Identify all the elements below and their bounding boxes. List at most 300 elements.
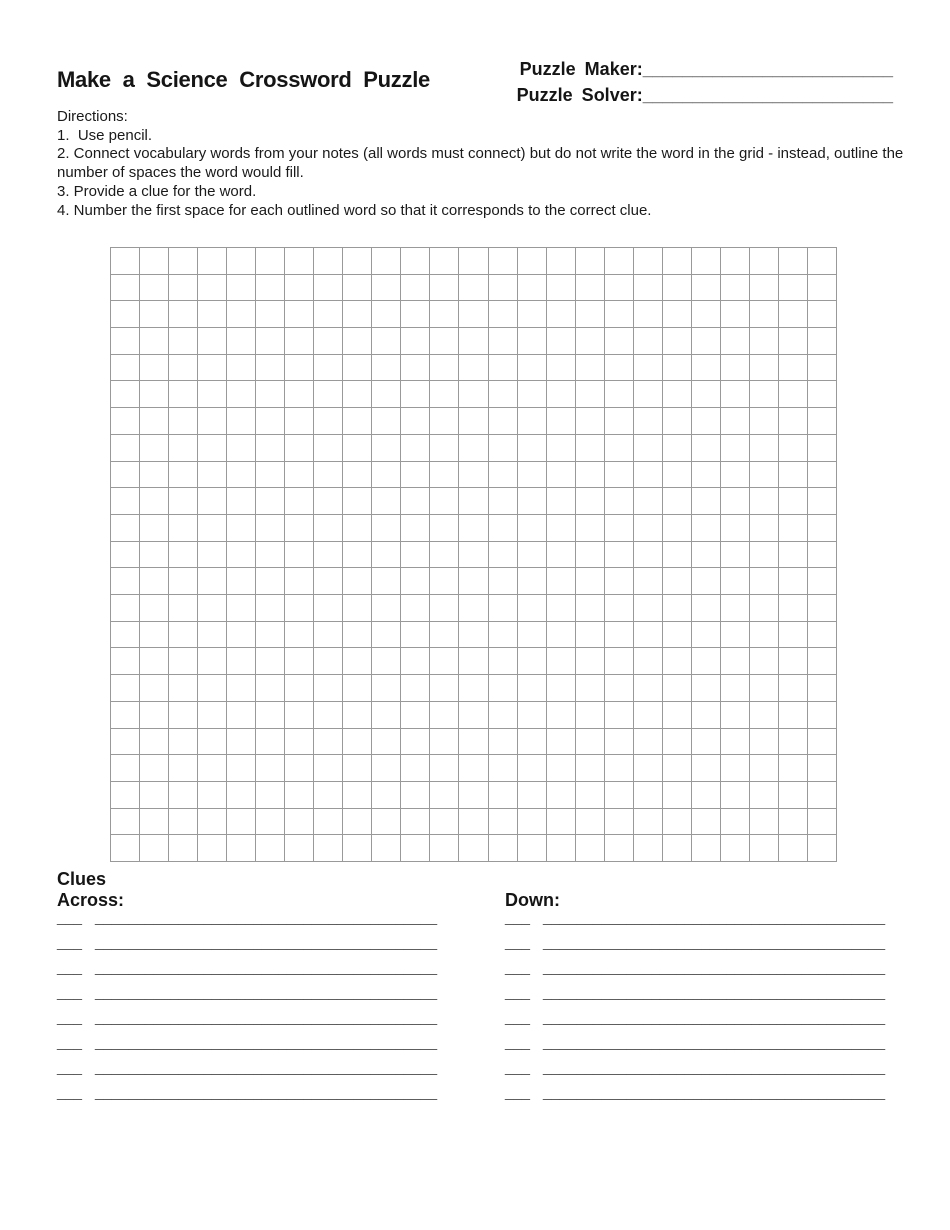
grid-cell — [111, 275, 140, 302]
grid-cell — [285, 488, 314, 515]
grid-cell — [663, 408, 692, 435]
grid-cell — [518, 408, 547, 435]
grid-cell — [140, 755, 169, 782]
grid-cell — [692, 542, 721, 569]
grid-cell — [372, 435, 401, 462]
grid-cell — [605, 755, 634, 782]
grid-cell — [343, 648, 372, 675]
grid-cell — [285, 729, 314, 756]
grid-cell — [750, 275, 779, 302]
grid-cell — [721, 568, 750, 595]
grid-cell — [372, 782, 401, 809]
grid-cell — [285, 355, 314, 382]
grid-cell — [198, 648, 227, 675]
grid-cell — [547, 595, 576, 622]
grid-cell — [634, 755, 663, 782]
grid-cell — [198, 328, 227, 355]
across-clue-lines — [57, 905, 437, 1105]
grid-cell — [256, 568, 285, 595]
down-clue-line — [505, 1055, 885, 1080]
grid-cell — [343, 595, 372, 622]
grid-cell — [198, 408, 227, 435]
grid-cell — [605, 542, 634, 569]
grid-cell — [227, 835, 256, 862]
grid-cell — [518, 542, 547, 569]
grid-cell — [198, 595, 227, 622]
grid-cell — [430, 435, 459, 462]
clue-number-blank: ___ — [57, 934, 83, 951]
grid-cell — [111, 328, 140, 355]
clue-text-blank: _________________________________________ — [95, 1059, 438, 1076]
puzzle-maker-label: Puzzle Maker: — [519, 59, 643, 79]
down-heading: Down: — [505, 890, 560, 910]
grid-cell — [198, 835, 227, 862]
grid-cell — [285, 515, 314, 542]
grid-cell — [489, 595, 518, 622]
clue-text-blank: _________________________________________ — [95, 1084, 438, 1101]
grid-cell — [285, 301, 314, 328]
grid-cell — [547, 542, 576, 569]
grid-cell — [605, 462, 634, 489]
direction-item-3: 3. Provide a clue for the word. — [57, 182, 257, 200]
grid-cell — [750, 515, 779, 542]
grid-cell — [808, 462, 837, 489]
grid-cell — [256, 328, 285, 355]
directions-section — [57, 108, 943, 220]
grid-cell — [140, 648, 169, 675]
grid-cell — [227, 435, 256, 462]
grid-cell — [634, 729, 663, 756]
grid-cell — [401, 328, 430, 355]
grid-cell — [343, 435, 372, 462]
grid-cell — [692, 568, 721, 595]
grid-cell — [634, 435, 663, 462]
grid-cell — [605, 488, 634, 515]
grid-cell — [430, 301, 459, 328]
grid-cell — [576, 542, 605, 569]
clue-text-blank: _________________________________________ — [543, 1084, 886, 1101]
grid-cell — [721, 515, 750, 542]
clue-text-blank: _________________________________________ — [95, 959, 438, 976]
grid-cell — [576, 782, 605, 809]
grid-cell — [692, 488, 721, 515]
grid-cell — [169, 648, 198, 675]
grid-cell — [285, 462, 314, 489]
down-clue-line — [505, 1030, 885, 1055]
grid-cell — [489, 328, 518, 355]
grid-cell — [285, 595, 314, 622]
puzzle-solver-blank: _________________________ — [642, 85, 893, 105]
grid-cell — [285, 809, 314, 836]
grid-cell — [808, 488, 837, 515]
grid-cell — [343, 622, 372, 649]
grid-cell — [372, 408, 401, 435]
across-clue-line — [57, 1005, 437, 1030]
grid-cell — [663, 488, 692, 515]
grid-cell — [518, 275, 547, 302]
grid-cell — [459, 675, 488, 702]
grid-cell — [285, 328, 314, 355]
grid-cell — [489, 301, 518, 328]
grid-cell — [111, 435, 140, 462]
clue-text-blank: _________________________________________ — [543, 984, 886, 1001]
grid-cell — [314, 275, 343, 302]
grid-cell — [227, 408, 256, 435]
direction-item-2: 2. Connect vocabulary words from your notes (all words must connect) but do not write the word in the grid - instead, outline the number of spaces the word would fill. — [57, 145, 908, 182]
grid-cell — [605, 408, 634, 435]
grid-cell — [518, 702, 547, 729]
grid-cell — [459, 488, 488, 515]
grid-cell — [256, 488, 285, 515]
grid-cell — [198, 568, 227, 595]
grid-cell — [779, 355, 808, 382]
grid-cell — [634, 408, 663, 435]
clues-heading: Clues — [57, 869, 107, 889]
grid-cell — [401, 595, 430, 622]
grid-cell — [372, 675, 401, 702]
grid-cell — [285, 275, 314, 302]
grid-cell — [343, 782, 372, 809]
grid-cell — [111, 675, 140, 702]
grid-cell — [227, 328, 256, 355]
grid-cell — [140, 622, 169, 649]
grid-cell — [518, 622, 547, 649]
grid-cell — [430, 595, 459, 622]
grid-cell — [227, 782, 256, 809]
grid-cell — [314, 729, 343, 756]
grid-cell — [576, 675, 605, 702]
grid-cell — [518, 568, 547, 595]
grid-cell — [634, 248, 663, 275]
grid-cell — [518, 675, 547, 702]
grid-cell — [605, 515, 634, 542]
grid-cell — [459, 381, 488, 408]
grid-cell — [634, 275, 663, 302]
grid-cell — [489, 488, 518, 515]
grid-cell — [634, 328, 663, 355]
grid-cell — [140, 488, 169, 515]
grid-cell — [372, 809, 401, 836]
grid-cell — [663, 328, 692, 355]
grid-cell — [750, 595, 779, 622]
grid-cell — [692, 729, 721, 756]
grid-cell — [140, 702, 169, 729]
grid-cell — [576, 595, 605, 622]
grid-cell — [779, 835, 808, 862]
grid-cell — [808, 835, 837, 862]
grid-cell — [169, 275, 198, 302]
grid-cell — [256, 515, 285, 542]
grid-cell — [721, 809, 750, 836]
grid-cell — [547, 462, 576, 489]
clue-text-blank: _________________________________________ — [95, 1009, 438, 1026]
grid-cell — [169, 435, 198, 462]
grid-cell — [750, 622, 779, 649]
grid-cell — [808, 648, 837, 675]
puzzle-solver-label: Puzzle Solver: — [516, 85, 643, 105]
grid-cell — [605, 248, 634, 275]
grid-cell — [256, 648, 285, 675]
grid-cell — [111, 702, 140, 729]
grid-cell — [227, 462, 256, 489]
grid-cell — [663, 622, 692, 649]
grid-cell — [576, 809, 605, 836]
grid-cell — [489, 381, 518, 408]
grid-cell — [721, 835, 750, 862]
grid-cell — [518, 782, 547, 809]
grid-cell — [227, 381, 256, 408]
grid-cell — [198, 301, 227, 328]
grid-cell — [198, 381, 227, 408]
grid-cell — [576, 381, 605, 408]
grid-cell — [430, 809, 459, 836]
grid-cell — [343, 275, 372, 302]
grid-cell — [256, 381, 285, 408]
clue-text-blank: _________________________________________ — [543, 959, 886, 976]
grid-cell — [779, 381, 808, 408]
grid-cell — [547, 648, 576, 675]
grid-cell — [808, 355, 837, 382]
puzzle-solver-line — [517, 82, 893, 108]
grid-cell — [663, 542, 692, 569]
grid-cell — [663, 275, 692, 302]
grid-cell — [314, 568, 343, 595]
grid-cell — [750, 462, 779, 489]
grid-cell — [518, 515, 547, 542]
grid-cell — [430, 729, 459, 756]
page-title: Make a Science Crossword Puzzle — [57, 66, 430, 92]
grid-cell — [518, 301, 547, 328]
grid-cell — [314, 835, 343, 862]
grid-cell — [692, 622, 721, 649]
across-clue-line — [57, 980, 437, 1005]
grid-cell — [489, 782, 518, 809]
grid-cell — [459, 515, 488, 542]
grid-cell — [430, 542, 459, 569]
grid-cell — [111, 462, 140, 489]
grid-cell — [256, 248, 285, 275]
grid-cell — [489, 515, 518, 542]
grid-cell — [314, 381, 343, 408]
grid-cell — [372, 328, 401, 355]
grid-cell — [489, 435, 518, 462]
grid-cell — [111, 755, 140, 782]
grid-cell — [808, 381, 837, 408]
grid-cell — [750, 435, 779, 462]
grid-cell — [314, 622, 343, 649]
grid-cell — [489, 462, 518, 489]
grid-cell — [692, 408, 721, 435]
grid-cell — [808, 328, 837, 355]
grid-cell — [140, 568, 169, 595]
grid-cell — [459, 328, 488, 355]
grid-cell — [547, 835, 576, 862]
puzzle-maker-line — [517, 56, 893, 82]
grid-cell — [779, 515, 808, 542]
grid-cell — [401, 408, 430, 435]
crossword-grid — [110, 247, 837, 862]
grid-cell — [111, 515, 140, 542]
grid-cell — [808, 301, 837, 328]
grid-cell — [779, 435, 808, 462]
grid-cell — [314, 515, 343, 542]
grid-cell — [343, 462, 372, 489]
grid-cell — [372, 515, 401, 542]
grid-cell — [663, 595, 692, 622]
grid-cell — [721, 408, 750, 435]
grid-cell — [169, 595, 198, 622]
grid-cell — [111, 355, 140, 382]
grid-cell — [547, 301, 576, 328]
grid-cell — [256, 782, 285, 809]
grid-cell — [401, 702, 430, 729]
grid-cell — [663, 782, 692, 809]
grid-cell — [547, 435, 576, 462]
grid-cell — [198, 702, 227, 729]
grid-cell — [227, 275, 256, 302]
grid-cell — [401, 755, 430, 782]
grid-cell — [808, 622, 837, 649]
grid-cell — [169, 729, 198, 756]
grid-cell — [634, 702, 663, 729]
grid-cell — [576, 702, 605, 729]
grid-cell — [808, 275, 837, 302]
grid-cell — [721, 675, 750, 702]
grid-cell — [343, 835, 372, 862]
grid-cell — [634, 542, 663, 569]
grid-cell — [430, 648, 459, 675]
grid-cell — [111, 729, 140, 756]
grid-cell — [547, 675, 576, 702]
grid-cell — [489, 248, 518, 275]
grid-cell — [372, 702, 401, 729]
grid-cell — [663, 568, 692, 595]
grid-cell — [401, 488, 430, 515]
grid-cell — [372, 835, 401, 862]
grid-cell — [547, 729, 576, 756]
grid-cell — [459, 355, 488, 382]
grid-cell — [459, 568, 488, 595]
clue-number-blank: ___ — [505, 1084, 531, 1101]
grid-cell — [750, 755, 779, 782]
clue-number-blank: ___ — [57, 1034, 83, 1051]
grid-cell — [430, 488, 459, 515]
grid-cell — [808, 702, 837, 729]
grid-cell — [372, 729, 401, 756]
grid-cell — [256, 729, 285, 756]
down-clue-lines — [505, 905, 885, 1105]
grid-cell — [140, 515, 169, 542]
grid-cell — [750, 568, 779, 595]
grid-cell — [343, 248, 372, 275]
grid-cell — [779, 622, 808, 649]
grid-cell — [692, 835, 721, 862]
grid-cell — [256, 755, 285, 782]
grid-cell — [140, 301, 169, 328]
grid-cell — [111, 248, 140, 275]
grid-cell — [692, 328, 721, 355]
grid-cell — [634, 515, 663, 542]
clue-text-blank: _________________________________________ — [543, 909, 886, 926]
grid-cell — [285, 782, 314, 809]
grid-cell — [343, 301, 372, 328]
grid-cell — [576, 622, 605, 649]
grid-cell — [314, 675, 343, 702]
grid-cell — [692, 435, 721, 462]
grid-cell — [314, 355, 343, 382]
grid-cell — [576, 568, 605, 595]
grid-cell — [285, 435, 314, 462]
grid-cell — [459, 408, 488, 435]
grid-cell — [111, 542, 140, 569]
grid-cell — [285, 568, 314, 595]
grid-cell — [459, 835, 488, 862]
grid-cell — [518, 488, 547, 515]
grid-cell — [169, 622, 198, 649]
grid-cell — [779, 782, 808, 809]
grid-cell — [256, 275, 285, 302]
across-clue-line — [57, 930, 437, 955]
grid-cell — [140, 835, 169, 862]
grid-cell — [576, 515, 605, 542]
grid-cell — [547, 622, 576, 649]
grid-cell — [227, 755, 256, 782]
grid-cell — [169, 702, 198, 729]
grid-cell — [256, 809, 285, 836]
grid-cell — [401, 435, 430, 462]
grid-cell — [401, 675, 430, 702]
clue-number-blank: ___ — [57, 1059, 83, 1076]
grid-cell — [459, 782, 488, 809]
grid-cell — [111, 568, 140, 595]
grid-cell — [663, 462, 692, 489]
grid-cell — [227, 301, 256, 328]
grid-cell — [372, 381, 401, 408]
grid-cell — [169, 782, 198, 809]
grid-cell — [401, 809, 430, 836]
grid-cell — [605, 675, 634, 702]
grid-cell — [808, 408, 837, 435]
clue-text-blank: _________________________________________ — [543, 934, 886, 951]
grid-cell — [547, 809, 576, 836]
grid-cell — [169, 568, 198, 595]
grid-cell — [256, 622, 285, 649]
clue-text-blank: _________________________________________ — [95, 934, 438, 951]
grid-cell — [314, 702, 343, 729]
grid-cell — [227, 515, 256, 542]
grid-cell — [198, 435, 227, 462]
grid-cell — [401, 542, 430, 569]
grid-cell — [372, 301, 401, 328]
grid-cell — [605, 835, 634, 862]
grid-cell — [401, 648, 430, 675]
grid-cell — [314, 595, 343, 622]
grid-cell — [489, 809, 518, 836]
grid-cell — [692, 275, 721, 302]
grid-cell — [256, 355, 285, 382]
grid-cell — [140, 248, 169, 275]
grid-cell — [198, 515, 227, 542]
grid-cell — [285, 648, 314, 675]
grid-cell — [198, 542, 227, 569]
grid-cell — [459, 301, 488, 328]
grid-cell — [808, 595, 837, 622]
grid-cell — [576, 275, 605, 302]
grid-cell — [634, 595, 663, 622]
grid-cell — [285, 542, 314, 569]
grid-cell — [256, 835, 285, 862]
grid-cell — [576, 462, 605, 489]
